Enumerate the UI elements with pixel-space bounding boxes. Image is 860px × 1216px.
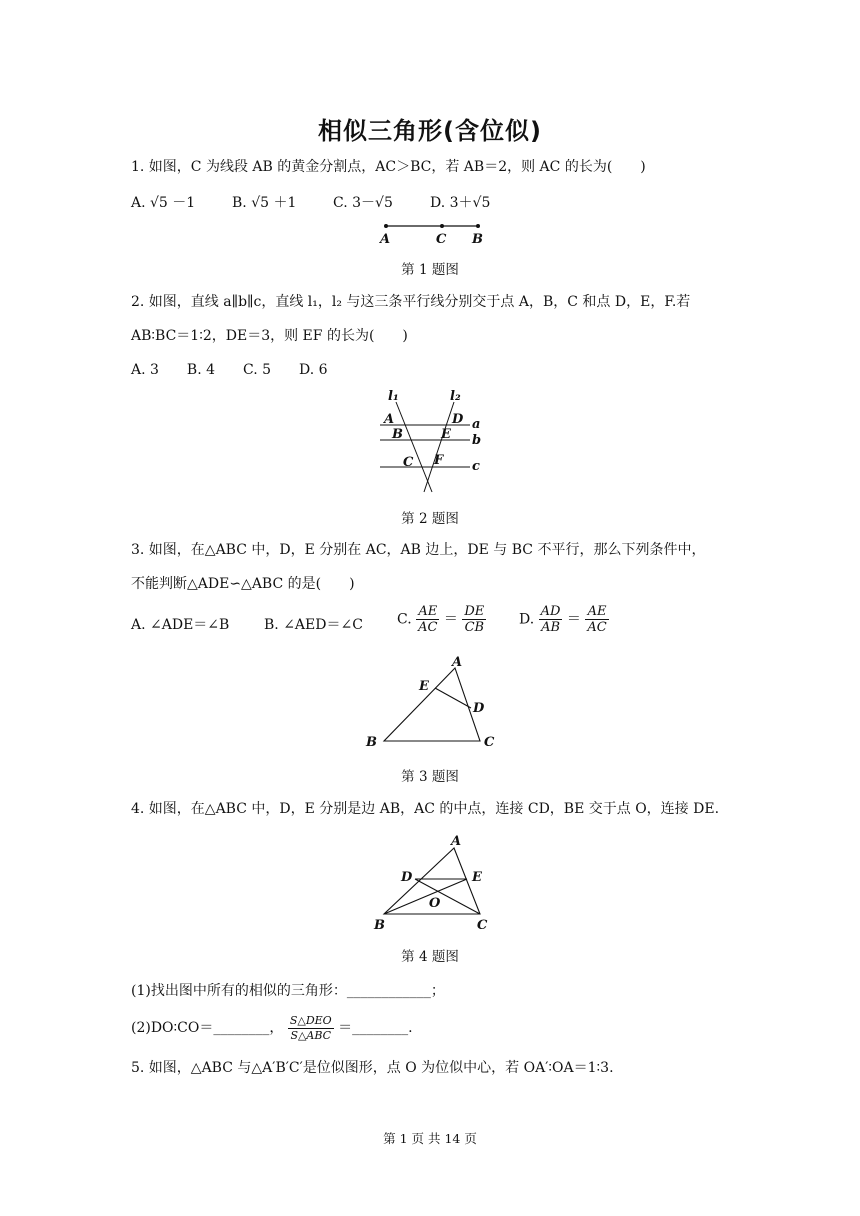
label-b: B (472, 232, 483, 247)
label-c: C (477, 918, 488, 933)
fraction: $\frac{AE}{AC}$ (418, 604, 438, 635)
label-f: F (434, 453, 444, 468)
q3-triangle-figure (360, 650, 510, 750)
label-c: C (436, 232, 447, 247)
question-3-stem-line1: 3. 如图，在△ABC 中，D，E 分别在 AC，AB 边上，DE 与 BC 不平行，那么下列条件中， (131, 542, 706, 558)
label-l1: l₁ (388, 389, 399, 404)
q2-options: A. 3 B. 4 C. 5 D. 6 (131, 362, 328, 378)
q3-option-b: B. ∠AED＝∠C (264, 617, 363, 633)
label-a: A (452, 655, 463, 670)
line-l2 (424, 402, 454, 492)
q1-option-d: D. 3＋√5 (430, 195, 491, 211)
point-c (440, 224, 444, 228)
q1-segment-figure (370, 218, 500, 248)
label-c-point: C (403, 455, 414, 470)
q4-part-2-suffix: ＝________. (338, 1020, 413, 1036)
area-ratio-fraction: $\frac{\text{S△DEO}}{\text{S△ABC}}$ (289, 1013, 332, 1042)
label-e: E (441, 427, 451, 442)
point-a (384, 224, 388, 228)
q4-part-1: (1)找出图中所有的相似的三角形：____________； (131, 983, 445, 999)
label-b: B (366, 735, 377, 750)
label-e: E (419, 679, 429, 694)
page-footer: 第 1 页 共 14 页 (383, 1131, 477, 1146)
q3-option-a: A. ∠ADE＝∠B (131, 617, 230, 633)
label-d: D (401, 870, 413, 885)
label-b: B (374, 918, 385, 933)
q3-option-d-label: D. (519, 611, 535, 628)
q1-option-b: B. √5 ＋1 (232, 195, 297, 211)
q3-option-c-label: C. (397, 611, 412, 628)
q1-option-a: A. √5 －1 (131, 195, 196, 211)
question-4-stem: 4. 如图，在△ABC 中，D，E 分别是边 AB，AC 的中点，连接 CD，BE 交于点 O，连接 DE. (131, 801, 720, 817)
label-b-point: B (392, 427, 403, 442)
q1-option-c: C. 3－√5 (333, 195, 393, 211)
q4-part-2-prefix: (2)DO∶CO＝________， (131, 1020, 284, 1036)
label-d: D (452, 412, 464, 427)
fraction: $\frac{AE}{AC}$ (587, 604, 607, 635)
question-2-stem-line1: 2. 如图，直线 a∥b∥c，直线 l₁，l₂ 与这三条平行线分别交于点 A，B，C 和点 D，E，F.若 (131, 294, 691, 310)
label-a: A (380, 232, 391, 247)
label-line-b: b (472, 433, 482, 448)
label-o: O (429, 896, 441, 911)
q4-caption: 第 4 题图 (401, 949, 459, 965)
page-title: 相似三角形(含位似) (318, 117, 542, 145)
q3-caption: 第 3 题图 (401, 769, 459, 785)
q4-part-2 (131, 1010, 413, 1046)
question-3-stem-line2: 不能判断△ADE∽△ABC 的是( ) (131, 576, 355, 592)
line-l1 (396, 402, 432, 492)
label-c: C (484, 735, 495, 750)
q4-triangle-figure (362, 828, 502, 936)
label-e: E (472, 870, 482, 885)
point-b (476, 224, 480, 228)
label-a: A (384, 412, 395, 427)
fraction: $\frac{AD}{AB}$ (540, 604, 561, 635)
q2-parallel-lines-figure (370, 386, 500, 496)
label-l2: l₂ (450, 389, 461, 404)
question-1-stem: 1. 如图，C 为线段 AB 的黄金分割点，AC＞BC，若 AB＝2，则 AC 的长为( ) (131, 159, 646, 175)
fraction: $\frac{DE}{CB}$ (464, 604, 485, 635)
label-d: D (473, 701, 485, 716)
q3-option-c: C. $\frac{AE}{AC}$ ＝ $\frac{DE}{CB}$ (397, 604, 485, 635)
q3-option-d: D. $\frac{AD}{AB}$ ＝ $\frac{AE}{AC}$ (519, 604, 607, 635)
q1-caption: 第 1 题图 (401, 262, 459, 278)
label-a: A (451, 834, 462, 849)
q2-caption: 第 2 题图 (401, 511, 459, 527)
question-5-stem: 5. 如图，△ABC 与△A′B′C′是位似图形，点 O 为位似中心，若 OA′∶OA＝1∶3. (131, 1060, 614, 1076)
question-2-stem-line2: AB∶BC＝1∶2，DE＝3，则 EF 的长为( ) (131, 328, 408, 344)
label-line-a: a (472, 417, 481, 432)
label-line-c: c (472, 459, 480, 474)
